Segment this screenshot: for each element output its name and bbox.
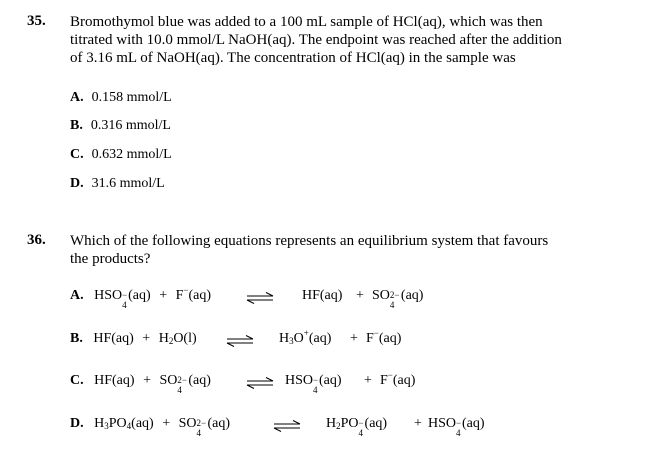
plus-sign: +: [356, 288, 364, 303]
product-h2po4: $H_2PO$ − 4 (aq): [326, 416, 388, 438]
option-letter: B.: [70, 331, 83, 346]
product-h3o: $H_3O^+(aq)$: [279, 328, 332, 346]
equilibrium-arrow-icon: [273, 420, 301, 432]
reactant-hf: HF(aq): [94, 373, 135, 388]
question-35-number: 35.: [27, 13, 46, 29]
product-hso4: HSO − 4 (aq): [428, 416, 485, 438]
question-36-number: 36.: [27, 232, 46, 248]
option-letter: C.: [70, 373, 84, 388]
reactant-so4: SO 2− 4 (aq): [178, 416, 231, 438]
option-letter: B.: [70, 118, 83, 133]
equilibrium-arrow-icon: [246, 377, 274, 389]
q35-option-b[interactable]: [70, 118, 171, 134]
q36-option-d[interactable]: [70, 416, 510, 436]
option-letter: C.: [70, 147, 84, 162]
plus-sign: +: [414, 416, 422, 431]
plus-sign: +: [162, 416, 171, 431]
question-36-stem-line-1: Which of the following equations represents an equilibrium system that favours: [70, 233, 549, 249]
product-hso4: HSO − 4 (aq): [285, 373, 342, 395]
q36-option-c[interactable]: [70, 370, 490, 395]
q35-option-d[interactable]: [70, 176, 165, 192]
q36-option-a[interactable]: [70, 285, 490, 310]
option-text: 0.316 mmol/L: [90, 118, 171, 133]
option-letter: A.: [70, 288, 84, 303]
option-text: 31.6 mmol/L: [91, 176, 165, 191]
reactant-h3po4: $H_3PO_4(aq)$: [94, 416, 154, 431]
plus-sign: +: [143, 373, 151, 388]
question-35-stem-line-2: titrated with 10.0 mmol/L NaOH(aq). The endpoint was reached after the addition: [70, 32, 562, 48]
q36-option-b[interactable]: [70, 328, 490, 351]
q35-option-c[interactable]: [70, 147, 172, 163]
reactant-h2o: $H_2O(l)$: [158, 331, 197, 346]
product-f: F−(aq): [380, 370, 416, 388]
q35-option-a[interactable]: [70, 90, 172, 106]
question-35-stem-line-1: Bromothymol blue was added to a 100 mL sample of HCl(aq), which was then: [70, 14, 543, 30]
option-text: 0.632 mmol/L: [91, 147, 172, 162]
reactant-hf: HF(aq): [93, 331, 134, 346]
question-36-stem: [70, 232, 630, 268]
question-35-stem: [70, 13, 630, 67]
question-35-stem-line-3: of 3.16 mL of NaOH(aq). The concentration of HCl(aq) in the sample was: [70, 50, 516, 66]
option-letter: A.: [70, 90, 84, 105]
reactant-hso4: HSO − 4 (aq): [94, 288, 151, 310]
equilibrium-arrow-icon: [226, 335, 254, 347]
option-letter: D.: [70, 176, 84, 191]
product-f: F−(aq): [366, 328, 402, 346]
product-hf: HF(aq): [302, 288, 343, 303]
plus-sign: +: [142, 331, 151, 346]
plus-sign: +: [159, 288, 168, 303]
question-36-stem-line-2: the products?: [70, 251, 151, 267]
product-so4: SO 2− 4 (aq): [372, 288, 424, 310]
plus-sign: +: [350, 331, 358, 346]
equilibrium-arrow-icon: [246, 292, 274, 304]
option-text: 0.158 mmol/L: [91, 90, 172, 105]
reactant-so4: SO 2− 4 (aq): [159, 373, 211, 395]
reactant-f: F−(aq): [175, 285, 212, 303]
option-letter: D.: [70, 416, 84, 431]
plus-sign: +: [364, 373, 372, 388]
